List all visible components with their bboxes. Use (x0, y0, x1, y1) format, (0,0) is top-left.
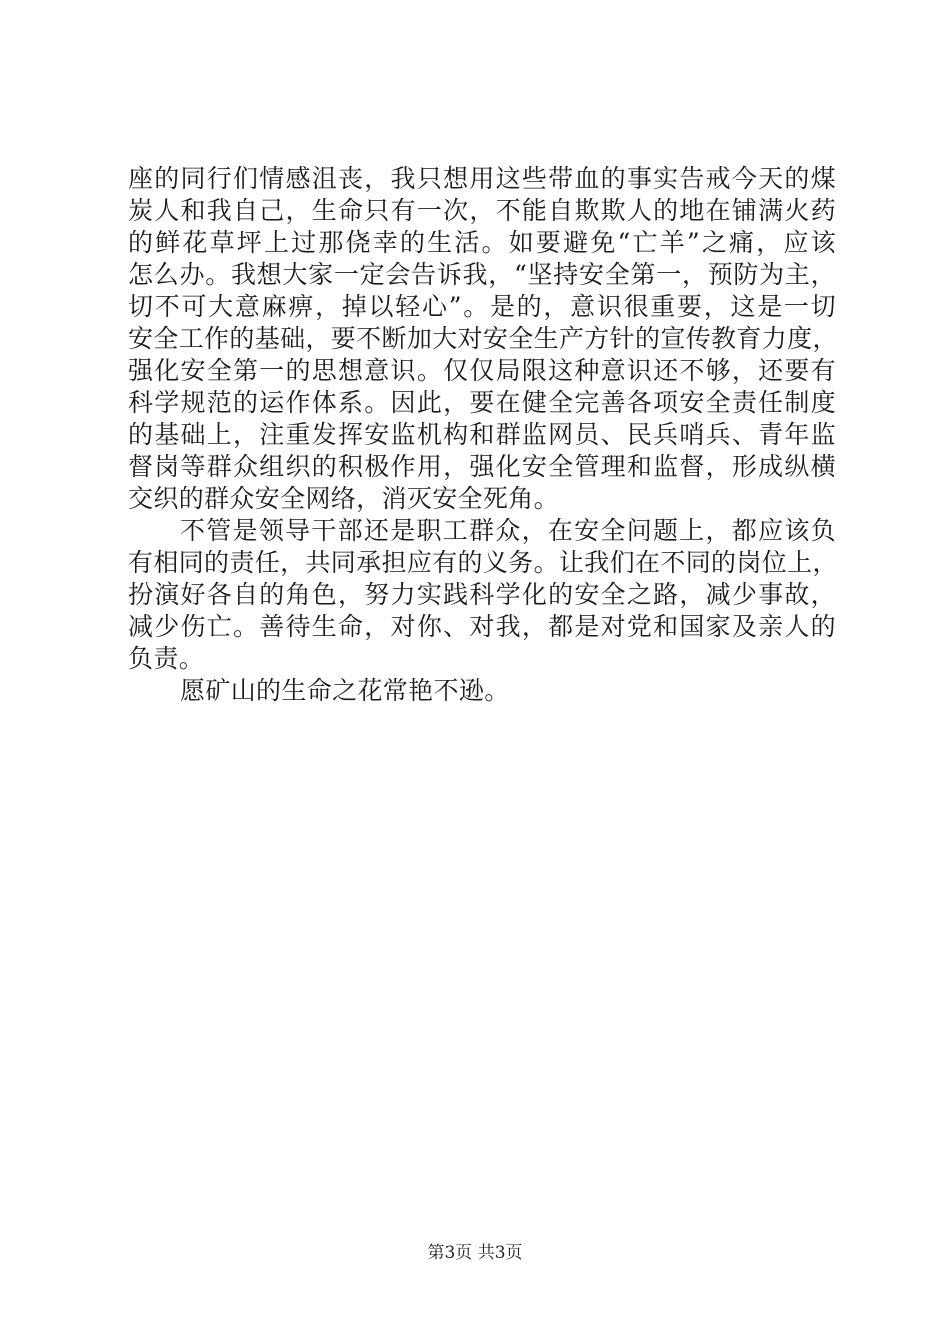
text-line: 愿矿山的生命之花常艳不逊。 (180, 676, 510, 705)
page-footer (0, 1242, 950, 1264)
text-line: 减少伤亡。善待生命，对你、对我，都是对党和国家及亲人的 (128, 612, 836, 641)
text-line: 炭人和我自己，生命只有一次，不能自欺欺人的地在铺满火药 (128, 196, 836, 225)
text-line: 怎么办。我想大家一定会告诉我，“坚持安全第一，预防为主， (128, 260, 836, 289)
text-line: 负责。 (128, 644, 205, 673)
text-line: 切不可大意麻痹，掉以轻心”。是的，意识很重要，这是一切 (128, 292, 836, 321)
text-line: 强化安全第一的思想意识。仅仅局限这种意识还不够，还要有 (128, 356, 836, 385)
text-line: 督岗等群众组织的积极作用，强化安全管理和监督，形成纵横 (128, 452, 836, 481)
text-line: 有相同的责任，共同承担应有的义务。让我们在不同的岗位上， (128, 548, 838, 577)
paragraph-1 (128, 163, 836, 515)
text-line: 安全工作的基础，要不断加大对安全生产方针的宣传教育力度， (128, 324, 838, 353)
body-text (128, 163, 836, 707)
text-line: 扮演好各自的角色，努力实践科学化的安全之路，减少事故， (128, 580, 836, 609)
text-line: 的基础上，注重发挥安监机构和群监网员、民兵哨兵、青年监 (128, 420, 836, 449)
paragraph-3 (128, 675, 836, 707)
text-line: 科学规范的运作体系。因此，要在健全完善各项安全责任制度 (128, 388, 836, 417)
page-number-label: 第3页 共3页 (427, 1243, 523, 1263)
text-line: 不管是领导干部还是职工群众，在安全问题上，都应该负 (180, 516, 836, 545)
paragraph-2 (128, 515, 836, 675)
text-line: 交织的群众安全网络，消灭安全死角。 (128, 484, 559, 513)
text-line: 座的同行们情感沮丧，我只想用这些带血的事实告戒今天的煤 (128, 164, 836, 193)
text-line: 的鲜花草坪上过那侥幸的生活。如要避免“亡羊”之痛，应该 (128, 228, 836, 257)
